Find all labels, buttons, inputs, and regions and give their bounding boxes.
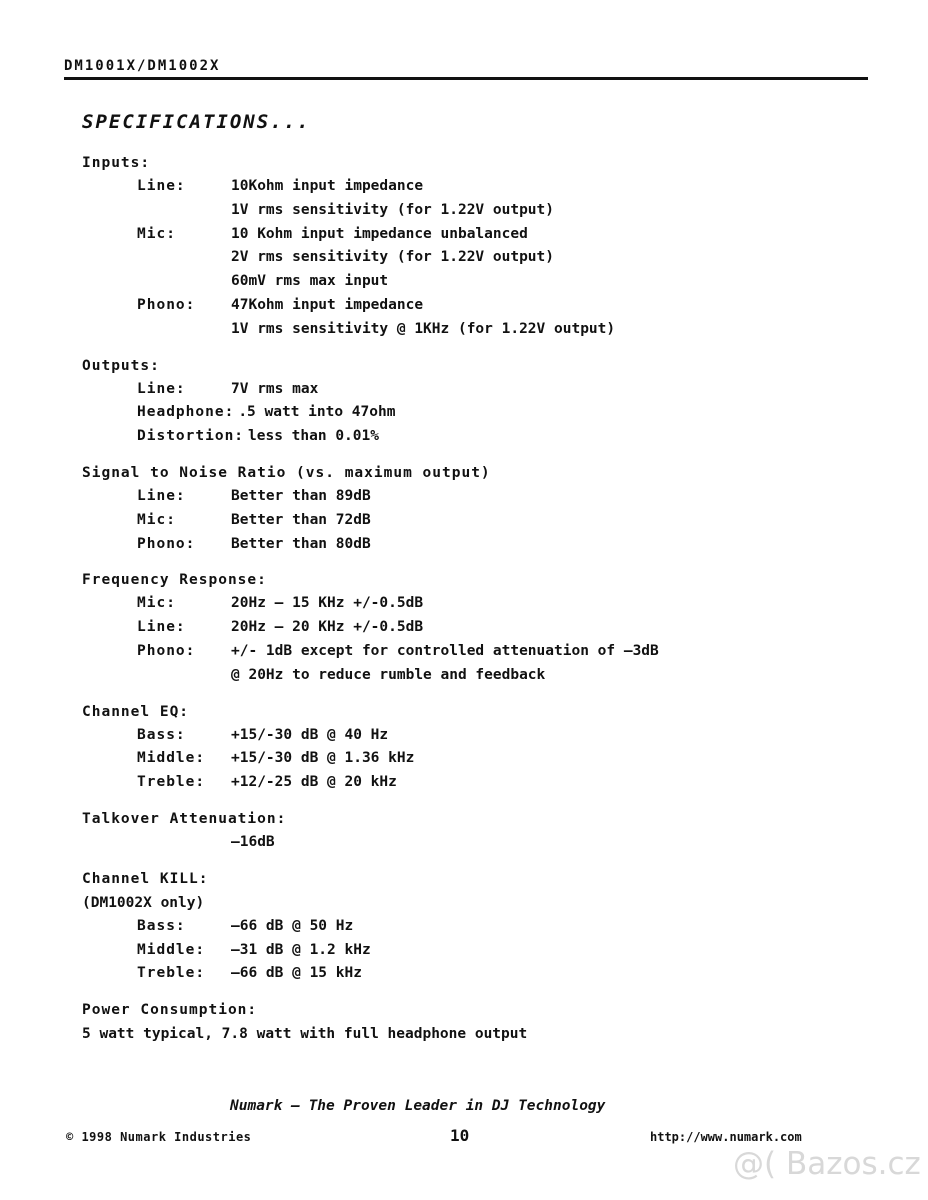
spec-label: Treble: [137,965,206,982]
specifications-content [82,151,882,1058]
spec-value: 60mV rms max input [231,273,389,290]
header-rule [64,77,868,80]
spec-row [82,246,882,270]
spec-value: –31 dB @ 1.2 kHz [231,941,371,958]
spec-value: 7V rms max [231,380,319,397]
spec-row [82,294,882,318]
spec-row [82,199,882,223]
spec-row [82,425,882,449]
spec-label: Phono: [137,642,196,659]
spec-row [82,592,882,616]
spec-label: Line: [137,619,186,636]
spec-row [82,771,882,795]
spec-label: Line: [137,178,186,194]
outputs-title: Outputs: [82,357,160,374]
spec-row [82,664,882,688]
spec-row [82,640,882,664]
spec-label-empty [137,664,231,688]
spec-label-empty [137,246,231,270]
spec-label-empty [137,318,231,342]
spec-row [82,485,882,509]
inputs-title: Inputs: [82,155,151,171]
page-number: 10 [450,1126,470,1145]
frequency-response-title: Frequency Response: [82,572,267,589]
channel-eq-section [82,700,882,795]
spec-row [82,401,882,425]
spec-value: 10 Kohm input impedance unbalanced [231,225,528,242]
outputs-section [82,354,882,449]
spec-row [82,318,882,342]
spec-row [82,270,882,294]
power-value: 5 watt typical, 7.8 watt with full headphone output [82,1026,528,1043]
watermark: @( Bazos.cz [733,1146,921,1182]
channel-eq-title: Channel EQ: [82,703,190,720]
power-section [82,998,882,1046]
power-title: Power Consumption: [82,1002,258,1019]
channel-kill-note: (DM1002X only) [82,894,205,911]
frequency-response-section [82,568,882,687]
spec-value: less than 0.01% [248,428,379,445]
spec-label: Mic: [137,225,176,242]
spec-label: Bass: [137,726,186,743]
channel-kill-title: Channel KILL: [82,870,209,887]
spec-row [82,747,882,771]
spec-value: +15/-30 dB @ 1.36 kHz [231,750,415,767]
spec-value: 47Kohm input impedance [231,296,424,313]
snr-title: Signal to Noise Ratio (vs. maximum output) [82,464,491,481]
spec-value: Better than 89dB [231,487,371,504]
spec-row [82,831,882,855]
spec-value: –16dB [231,833,275,850]
spec-value: –66 dB @ 15 kHz [231,965,362,982]
spec-value: 10Kohm input impedance [231,178,424,194]
spec-label: Headphone: [137,404,235,421]
spec-label: Line: [137,380,186,397]
spec-label: Phono: [137,535,196,552]
spec-label: Bass: [137,917,186,934]
spec-label: Phono: [137,296,196,313]
spec-value: +15/-30 dB @ 40 Hz [231,726,389,743]
inputs-section [82,151,882,342]
spec-value: 20Hz – 20 KHz +/-0.5dB [231,619,424,636]
document-model-header: DM1001X/DM1002X [64,58,221,74]
spec-value: Better than 72dB [231,511,371,528]
spec-row [82,724,882,748]
spec-row [82,915,882,939]
spec-label-empty [137,831,231,855]
spec-row [82,533,882,557]
spec-value: 1V rms sensitivity (for 1.22V output) [231,201,555,218]
spec-label: Treble: [137,774,206,791]
spec-value: @ 20Hz to reduce rumble and feedback [231,666,546,683]
spec-row [82,616,882,640]
channel-kill-section [82,867,882,986]
talkover-section [82,807,882,855]
spec-row [82,962,882,986]
spec-label: Line: [137,487,186,504]
spec-label: Distortion: [137,428,245,445]
spec-row [82,378,882,402]
spec-label: Mic: [137,511,176,528]
spec-value: 20Hz – 15 KHz +/-0.5dB [231,595,424,612]
snr-section [82,461,882,556]
spec-label: Middle: [137,750,206,767]
spec-row [82,175,882,199]
footer-copyright: © 1998 Numark Industries [66,1130,252,1144]
spec-value: –66 dB @ 50 Hz [231,917,354,934]
spec-label-empty [137,270,231,294]
spec-value: Better than 80dB [231,535,371,552]
spec-label: Middle: [137,941,206,958]
spec-row [82,223,882,247]
spec-row [82,939,882,963]
footer-tagline: Numark – The Proven Leader in DJ Technology [230,1098,606,1114]
spec-label-empty [137,199,231,223]
spec-value: +12/-25 dB @ 20 kHz [231,774,397,791]
page-title: SPECIFICATIONS... [82,111,311,133]
footer-url: http://www.numark.com [650,1130,802,1144]
spec-row [82,509,882,533]
spec-value: 2V rms sensitivity (for 1.22V output) [231,249,555,266]
spec-value: +/- 1dB except for controlled attenuation of –3dB [231,642,659,659]
talkover-title: Talkover Attenuation: [82,810,287,827]
spec-label: Mic: [137,595,176,612]
spec-value: .5 watt into 47ohm [238,404,396,421]
spec-value: 1V rms sensitivity @ 1KHz (for 1.22V output) [231,320,616,337]
